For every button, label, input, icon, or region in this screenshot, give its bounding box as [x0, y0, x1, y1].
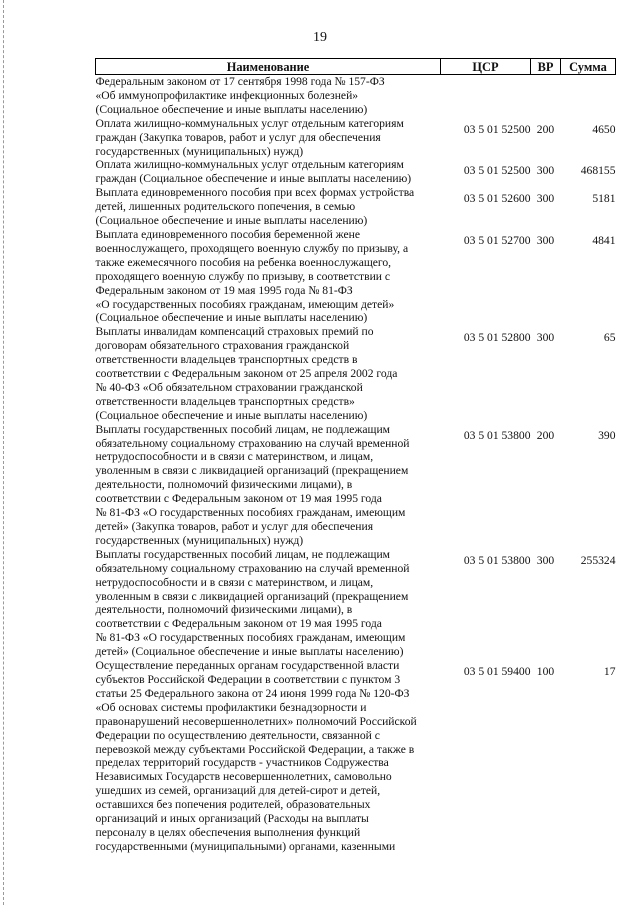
row-name-line: граждан (Закупка товаров, работ и услуг для обеспечения	[95, 130, 381, 144]
table-row	[96, 186, 616, 228]
table-row	[96, 423, 616, 548]
header-csr: ЦСР	[441, 59, 531, 75]
row-name-line: граждан (Социальное обеспечение и иные выплаты населению)	[95, 172, 412, 186]
row-sum: 5181	[592, 192, 616, 206]
row-name-line: № 40-ФЗ «Об обязательном страховании гражданской	[95, 380, 363, 394]
row-name-line: договорам обязательного страхования гражданской	[95, 339, 350, 353]
table-row	[96, 548, 616, 659]
row-name-line: субъектов Российской Федерации в соответствии с пунктом 3	[95, 672, 401, 686]
row-name-line: правонарушений несовершеннолетних» полномочий Российской	[95, 714, 417, 728]
row-name-line: государственных (муниципальных) нужд)	[95, 144, 304, 158]
row-name-line: ушедших из семей, организаций для детей-сирот и детей,	[95, 784, 381, 798]
row-vr: 300	[536, 331, 555, 345]
row-csr	[441, 75, 531, 117]
row-name-line: ответственности владельцев транспортных средств в	[95, 353, 358, 367]
row-name	[96, 158, 441, 186]
row-name-line: Федерации по осуществлению деятельности, связанной с	[95, 728, 380, 742]
row-name-line: перевозкой между субъектами Российской Федерации, а также в	[95, 742, 415, 756]
row-csr: 03 5 01 52800	[463, 331, 531, 345]
row-name-line: «Об основах системы профилактики безнадзорности и	[95, 700, 367, 714]
row-name-line: деятельности, полномочий физическими лицами), в	[95, 603, 353, 617]
row-sum: 255324	[580, 553, 616, 567]
row-vr: 200	[536, 122, 555, 136]
row-name-line: обязательному социальному страхованию на случай временной	[95, 436, 410, 450]
row-name-line: соответствии с Федеральным законом от 25 апреля 2002 года	[95, 367, 398, 381]
row-name-line: обязательному социальному страхованию на случай временной	[95, 561, 410, 575]
row-name-line: пределах территорий государств - участников Содружества	[95, 756, 389, 770]
row-name-line: ответственности владельцев транспортных средств»	[95, 394, 355, 408]
row-name-line: Осуществление переданных органам государственной власти	[95, 659, 400, 673]
row-name-line: Выплата единовременного пособия при всех формах устройства	[95, 186, 415, 200]
table-row	[96, 659, 616, 854]
row-name-line: персоналу в целях обеспечения выполнения функций	[95, 825, 361, 839]
header-vr: ВР	[531, 59, 561, 75]
row-name-line: «Об иммунопрофилактике инфекционных болезней»	[95, 88, 359, 102]
header-sum: Сумма	[561, 59, 616, 75]
row-csr: 03 5 01 53800	[463, 553, 531, 567]
row-name-line: соответствии с Федеральным законом от 19 мая 1995 года	[95, 492, 382, 506]
row-name	[96, 75, 441, 117]
row-name-line: Оплата жилищно-коммунальных услуг отдельным категориям	[95, 158, 404, 172]
row-name-line: деятельности, полномочий физическими лицами), в	[95, 478, 353, 492]
row-csr: 03 5 01 52500	[463, 122, 531, 136]
row-name	[96, 423, 441, 548]
row-name-line: соответствии с Федеральным законом от 19 мая 1995 года	[95, 617, 382, 631]
row-name-line: оставшихся без попечения родителей, образовательных	[95, 798, 371, 812]
row-name-line: уволенным в связи с ликвидацией организаций (прекращением	[95, 589, 409, 603]
row-name-line: также ежемесячного пособия на ребенка военнослужащего,	[95, 255, 392, 269]
table-row	[96, 117, 616, 159]
table-row	[96, 325, 616, 422]
row-name	[96, 228, 441, 325]
row-vr	[531, 75, 561, 117]
row-name-line: (Социальное обеспечение и иные выплаты населению)	[95, 214, 368, 228]
row-vr: 300	[536, 553, 555, 567]
header-name: Наименование	[96, 59, 441, 75]
table-row	[96, 228, 616, 325]
row-vr: 300	[536, 164, 555, 178]
row-name-line: детей, лишенных родительского попечения, в семью	[95, 200, 356, 214]
row-name-line: государственных (муниципальных) нужд)	[95, 533, 304, 547]
row-sum: 65	[603, 331, 616, 345]
row-name	[96, 325, 441, 422]
row-name-line: (Социальное обеспечение и иные выплаты населению)	[95, 311, 368, 325]
row-name-line: Федеральным законом от 19 мая 1995 года № 81-ФЗ	[95, 283, 353, 297]
row-vr: 100	[536, 665, 555, 679]
row-csr: 03 5 01 52700	[463, 233, 531, 247]
row-vr: 200	[536, 428, 555, 442]
row-name-line: Выплаты государственных пособий лицам, не подлежащим	[95, 547, 391, 561]
table-header-row	[96, 59, 616, 75]
row-name-line: Оплата жилищно-коммунальных услуг отдельным категориям	[95, 116, 404, 130]
row-sum	[561, 75, 616, 117]
row-name-line: № 81-ФЗ «О государственных пособиях гражданам, имеющим	[95, 631, 406, 645]
row-csr: 03 5 01 53800	[463, 428, 531, 442]
row-name	[96, 548, 441, 659]
page-number: 19	[313, 30, 327, 45]
row-name-line: государственными (муниципальными) органами, казенными	[95, 839, 396, 853]
row-name-line: нетрудоспособности и в связи с материнством, и лицам,	[95, 575, 374, 589]
row-sum: 4841	[592, 233, 616, 247]
row-sum: 17	[603, 665, 616, 679]
row-csr: 03 5 01 52600	[463, 192, 531, 206]
row-name-line: детей» (Закупка товаров, работ и услуг для обеспечения	[95, 520, 374, 533]
row-name-line: (Социальное обеспечение и иные выплаты населению)	[95, 408, 368, 422]
row-csr: 03 5 01 59400	[463, 665, 531, 679]
row-name-line: Выплаты государственных пособий лицам, не подлежащим	[95, 422, 391, 436]
row-name	[96, 659, 441, 854]
row-sum: 4650	[592, 122, 616, 136]
page-edge-rule	[3, 0, 4, 905]
row-name-line: организаций и иных организаций (Расходы на выплаты	[95, 812, 369, 826]
row-name-line: «О государственных пособиях гражданам, имеющим детей»	[95, 297, 395, 311]
row-name-line: № 81-ФЗ «О государственных пособиях гражданам, имеющим	[95, 506, 406, 520]
row-sum: 390	[598, 428, 616, 442]
row-name	[96, 186, 441, 228]
row-name-line: нетрудоспособности и в связи с материнством, и лицам,	[95, 450, 374, 464]
table-row	[96, 158, 616, 186]
row-name-line: военнослужащего, проходящего военную службу по призыву, а	[95, 241, 409, 255]
row-name-line: Выплаты инвалидам компенсаций страховых премий по	[95, 325, 374, 339]
row-name-line: статьи 25 Федерального закона от 24 июня 1999 года № 120-ФЗ	[95, 686, 410, 700]
table-row	[96, 75, 616, 117]
row-vr: 300	[536, 192, 555, 206]
row-name	[96, 117, 441, 159]
row-name-line: Федеральным законом от 17 сентября 1998 года № 157-ФЗ	[95, 75, 385, 88]
row-csr: 03 5 01 52500	[463, 164, 531, 178]
budget-table	[95, 58, 616, 854]
row-name-line: уволенным в связи с ликвидацией организаций (прекращением	[95, 464, 409, 478]
row-name-line: детей» (Социальное обеспечение и иные выплаты населению)	[95, 645, 404, 659]
row-vr: 300	[536, 233, 555, 247]
row-name-line: (Социальное обеспечение и иные выплаты населению)	[95, 102, 368, 116]
table-body	[96, 75, 616, 854]
row-name-line: Независимых Государств несовершеннолетних, самовольно	[95, 770, 392, 784]
row-name-line: проходящего военную службу по призыву, в соответствии с	[95, 269, 391, 283]
row-name-line: Выплата единовременного пособия беременной жене	[95, 227, 361, 241]
row-sum: 468155	[580, 164, 616, 178]
